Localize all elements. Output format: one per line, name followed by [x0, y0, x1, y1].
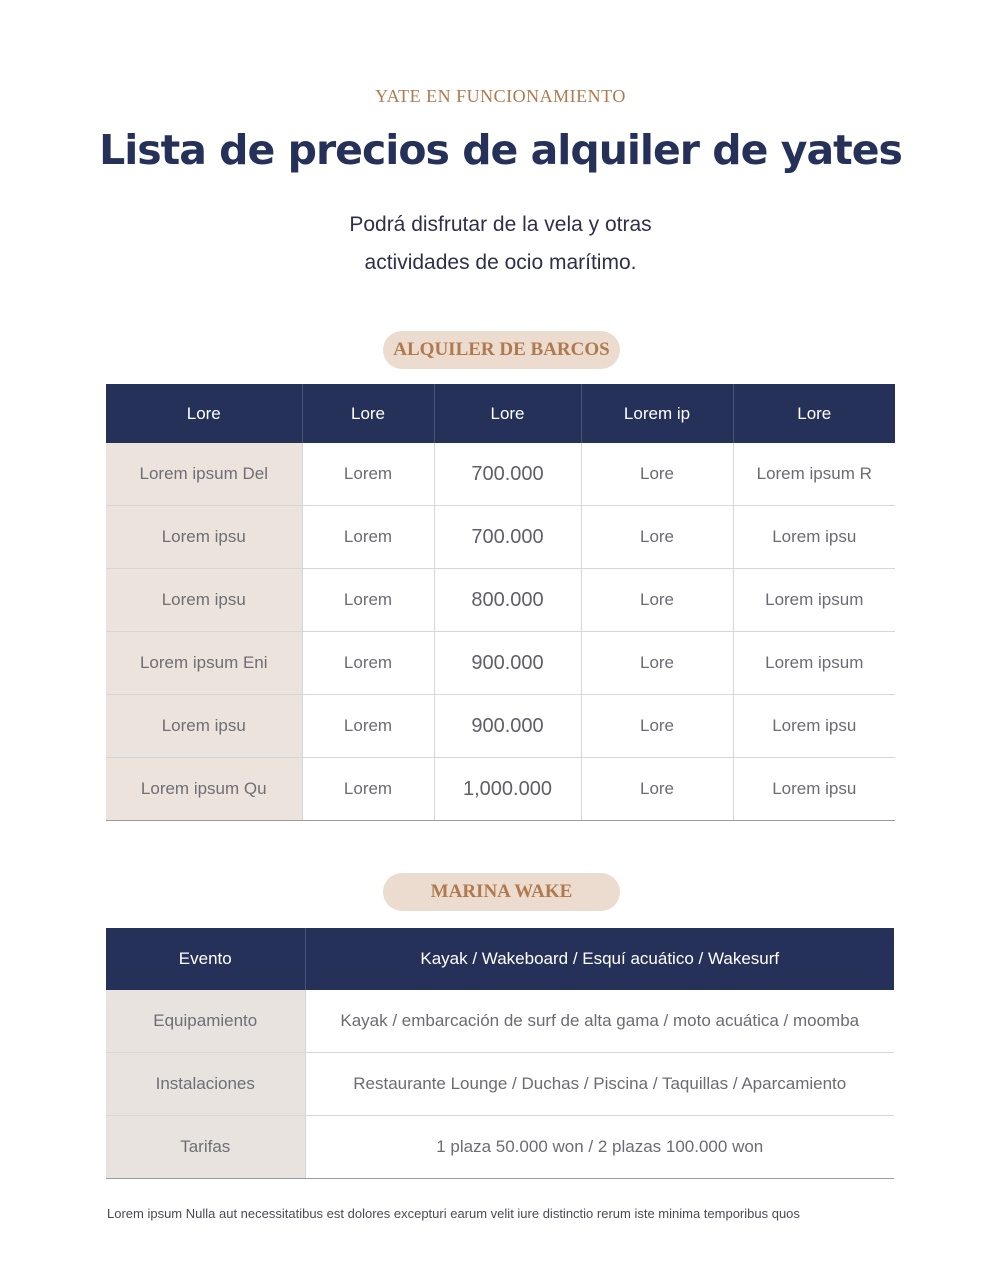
boat-rental-price-table — [106, 384, 895, 821]
table-cell: Lore — [581, 695, 733, 758]
column-header: Lore — [733, 384, 895, 443]
subtitle-line: actividades de ocio marítimo. — [364, 251, 637, 274]
table-row — [106, 1053, 894, 1116]
marina-wake-table — [106, 928, 894, 1179]
table-row — [106, 990, 894, 1053]
table-cell: Lore — [581, 569, 733, 632]
price-cell: 900.000 — [434, 695, 581, 758]
table-cell: Lore — [581, 632, 733, 695]
column-header: Lore — [434, 384, 581, 443]
table-cell: Instalaciones — [106, 1053, 305, 1116]
table-row — [106, 443, 895, 506]
table-cell: Lorem — [302, 506, 434, 569]
column-header: Lore — [302, 384, 434, 443]
table-cell: Lore — [581, 443, 733, 506]
table-row — [106, 569, 895, 632]
table-cell: Lore — [581, 758, 733, 821]
table-row — [106, 506, 895, 569]
table-cell: 1 plaza 50.000 won / 2 plazas 100.000 won — [305, 1116, 894, 1179]
table-cell: Lorem ipsum Eni — [106, 632, 302, 695]
table-cell: Lorem ipsum — [733, 569, 895, 632]
table-cell: Kayak / embarcación de surf de alta gama / moto acuática / moomba — [305, 990, 894, 1053]
table-cell: Lorem ipsum Qu — [106, 758, 302, 821]
table-cell: Lorem ipsu — [733, 758, 895, 821]
table-cell: Lorem — [302, 695, 434, 758]
table-cell: Lorem ipsum R — [733, 443, 895, 506]
table-cell: Lore — [581, 506, 733, 569]
table-cell: Lorem — [302, 443, 434, 506]
table-cell: Lorem — [302, 569, 434, 632]
column-header: Lorem ip — [581, 384, 733, 443]
table-cell: Lorem — [302, 758, 434, 821]
price-cell: 700.000 — [434, 443, 581, 506]
table-cell: Equipamiento — [106, 990, 305, 1053]
section-pill-boat-rental: ALQUILER DE BARCOS — [383, 331, 620, 369]
table-cell: Lorem ipsu — [106, 506, 302, 569]
column-header: Lore — [106, 384, 302, 443]
table-header-row — [106, 384, 895, 443]
price-cell: 700.000 — [434, 506, 581, 569]
table-cell: Lorem ipsum Del — [106, 443, 302, 506]
price-cell: 900.000 — [434, 632, 581, 695]
table-row — [106, 695, 895, 758]
table-cell: Lorem ipsu — [106, 569, 302, 632]
table-cell: Tarifas — [106, 1116, 305, 1179]
page-subtitle — [250, 206, 751, 282]
table-cell: Restaurante Lounge / Duchas / Piscina / Taquillas / Aparcamiento — [305, 1053, 894, 1116]
column-header: Evento — [106, 928, 305, 990]
page-title: Lista de precios de alquiler de yates — [99, 126, 902, 174]
table-row — [106, 632, 895, 695]
price-cell: 800.000 — [434, 569, 581, 632]
table-cell: Lorem — [302, 632, 434, 695]
table-cell: Lorem ipsum — [733, 632, 895, 695]
footnote: Lorem ipsum Nulla aut necessitatibus est dolores excepturi earum velit iure distinctio rerum iste minima temporibus quos — [107, 1206, 800, 1221]
table-cell: Lorem ipsu — [733, 695, 895, 758]
table-cell: Lorem ipsu — [106, 695, 302, 758]
price-cell: 1,000.000 — [434, 758, 581, 821]
table-row — [106, 758, 895, 821]
table-header-row — [106, 928, 894, 990]
table-cell: Lorem ipsu — [733, 506, 895, 569]
table-row — [106, 1116, 894, 1179]
section-pill-marina-wake: MARINA WAKE — [383, 873, 620, 911]
eyebrow-label: YATE EN FUNCIONAMIENTO — [375, 86, 626, 106]
column-header: Kayak / Wakeboard / Esquí acuático / Wakesurf — [305, 928, 894, 990]
subtitle-line: Podrá disfrutar de la vela y otras — [349, 213, 652, 236]
